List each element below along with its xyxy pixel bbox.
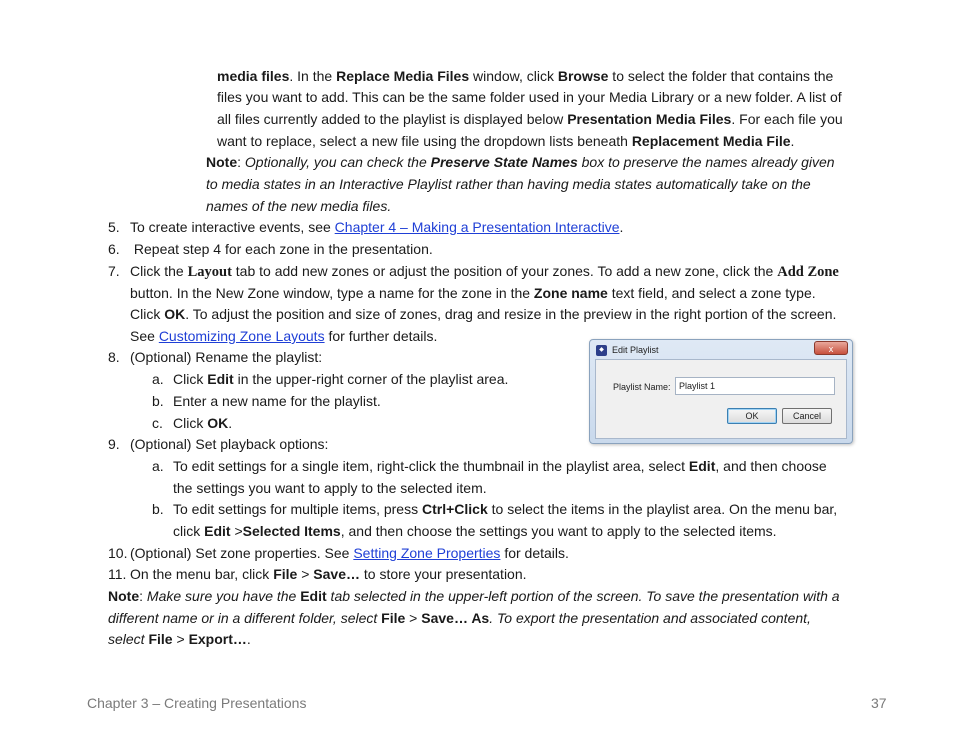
- step-7-line-2: [130, 282, 816, 304]
- link-customizing-zone-layouts[interactable]: Customizing Zone Layouts: [158, 328, 325, 344]
- text: different name or in a different folder, select: [108, 610, 382, 626]
- text: . In the: [289, 68, 337, 84]
- step-7-line-4: [130, 325, 437, 347]
- text: Optionally, you can check the: [244, 154, 431, 170]
- term-save: Save…: [313, 566, 360, 582]
- text: To edit settings for multiple items, press: [173, 501, 422, 517]
- playlist-name-label: Playlist Name:: [613, 382, 671, 392]
- step-11-text: [130, 563, 527, 585]
- text: .: [619, 219, 624, 235]
- step-9b-line-2: [173, 520, 777, 542]
- step-8-text: (Optional) Rename the playlist:: [130, 349, 323, 365]
- text: >: [172, 631, 189, 647]
- term-edit: Edit: [204, 523, 231, 539]
- text: , and then choose the settings you want to apply to the selected items.: [340, 523, 777, 539]
- intro-line-1: [217, 65, 833, 87]
- term-preserve-state-names: Preserve State Names: [430, 154, 578, 170]
- step-10-text: [130, 542, 569, 564]
- text: (Optional) Set zone properties. See: [130, 545, 354, 561]
- note1-line-3: names of the new media files.: [206, 198, 392, 214]
- text: >: [405, 610, 422, 626]
- text: all files currently added to the playlist is displayed below: [217, 111, 568, 127]
- link-setting-zone-properties[interactable]: Setting Zone Properties: [353, 545, 501, 561]
- step-8a-text: [173, 368, 508, 390]
- text: Click: [173, 371, 208, 387]
- step-9-number: 9.: [108, 436, 120, 452]
- note-label: Note: [108, 588, 140, 604]
- text: Click: [130, 306, 165, 322]
- text: to select the items in the playlist area. On the menu bar,: [487, 501, 838, 517]
- step-11-number: 11.: [108, 566, 127, 582]
- footer-chapter-title: Chapter 3 – Creating Presentations: [87, 695, 307, 711]
- step-6-number: 6.: [108, 241, 120, 257]
- term-selected-items: Selected Items: [242, 523, 341, 539]
- text: window, click: [469, 68, 558, 84]
- step-7-number: 7.: [108, 263, 120, 279]
- step-8b-letter: b.: [152, 393, 164, 409]
- text: Make sure you have the: [146, 588, 301, 604]
- text: , and then choose: [715, 458, 827, 474]
- text: :: [139, 588, 147, 604]
- step-7-line-3: [130, 303, 836, 325]
- step-8b-text: Enter a new name for the playlist.: [173, 393, 381, 409]
- term-edit: Edit: [688, 458, 716, 474]
- dialog-body: [595, 359, 847, 439]
- term-edit: Edit: [300, 588, 327, 604]
- step-8c-letter: c.: [152, 415, 163, 431]
- text: box to preserve the names already given: [577, 154, 835, 170]
- text: select: [108, 631, 149, 647]
- text: >: [230, 523, 243, 539]
- term-export: Export…: [188, 631, 247, 647]
- text: To edit settings for a single item, right-click the thumbnail in the playlist area, select: [173, 458, 689, 474]
- term-presentation-media-files: Presentation Media Files: [567, 111, 732, 127]
- term-ok: OK: [164, 306, 186, 322]
- text: Click: [173, 415, 208, 431]
- intro-line-2: files you want to add. This can be the same folder used in your Media Library or a new folder. A list of: [217, 89, 842, 105]
- term-add-zone: Add Zone: [777, 264, 839, 280]
- term-edit: Edit: [207, 371, 234, 387]
- text: . For each file you: [731, 111, 843, 127]
- step-7-line-1: [130, 260, 839, 283]
- term-zone-name: Zone name: [533, 285, 608, 301]
- text: text field, and select a zone type.: [607, 285, 816, 301]
- text: . To adjust the position and size of zones, drag and resize in the preview in the right portion of the screen.: [185, 306, 837, 322]
- term-replacement-media-file: Replacement Media File: [631, 133, 791, 149]
- step-5-text: [130, 216, 623, 238]
- step-8a-letter: a.: [152, 371, 164, 387]
- text: in the upper-right corner of the playlist area.: [233, 371, 509, 387]
- step-10-number: 10.: [108, 545, 128, 561]
- footer-page-number: 37: [871, 695, 887, 711]
- dialog-title: Edit Playlist: [612, 345, 659, 355]
- close-icon: x: [814, 341, 848, 355]
- note2-line-3: [108, 628, 251, 650]
- text: .: [790, 133, 795, 149]
- intro-line-3: [217, 108, 843, 130]
- note1-line-2: to media states in an Interactive Playlist rather than having media states automatically take on the: [206, 176, 811, 192]
- text: .: [228, 415, 233, 431]
- link-chapter-4[interactable]: Chapter 4 – Making a Presentation Interactive: [334, 219, 620, 235]
- step-5-number: 5.: [108, 219, 120, 235]
- edit-playlist-dialog-screenshot: [589, 339, 853, 444]
- step-9b-line-1: [173, 498, 837, 520]
- note1-line-1: [206, 151, 835, 173]
- term-replace-media-files: Replace Media Files: [336, 68, 470, 84]
- text: click: [173, 523, 205, 539]
- term-file: File: [148, 631, 173, 647]
- step-8c-text: [173, 412, 232, 434]
- text: See: [130, 328, 159, 344]
- term-ctrl-click: Ctrl+Click: [422, 501, 488, 517]
- intro-line-4: [217, 130, 794, 152]
- term-file: File: [273, 566, 298, 582]
- text: tab selected in the upper-left portion of the screen. To save the presentation with a: [326, 588, 840, 604]
- text: want to replace, select a new file using the dropdown lists beneath: [217, 133, 632, 149]
- text: :: [237, 154, 245, 170]
- term-layout: Layout: [187, 264, 232, 280]
- text: button. In the New Zone window, type a name for the zone in the: [130, 285, 534, 301]
- term-file: File: [381, 610, 406, 626]
- note2-line-1: [108, 585, 840, 607]
- term-browse: Browse: [557, 68, 609, 84]
- step-9a-letter: a.: [152, 458, 164, 474]
- text: >: [297, 566, 314, 582]
- text: . To export the presentation and associated content,: [489, 610, 811, 626]
- term-save-as: Save… As: [421, 610, 490, 626]
- note-label: Note: [206, 154, 238, 170]
- step-9a-line-2: the settings you want to apply to the selected item.: [173, 480, 487, 496]
- step-9-text: (Optional) Set playback options:: [130, 436, 329, 452]
- text: to store your presentation.: [359, 566, 527, 582]
- text: to select the folder that contains the: [608, 68, 834, 84]
- text: .: [246, 631, 251, 647]
- app-icon: ◆: [596, 345, 607, 356]
- ok-button: OK: [727, 408, 777, 424]
- term-ok: OK: [207, 415, 229, 431]
- text: On the menu bar, click: [130, 566, 274, 582]
- playlist-name-input: [675, 377, 835, 395]
- step-6-text: Repeat step 4 for each zone in the presentation.: [130, 241, 433, 257]
- note2-line-2: [108, 607, 811, 629]
- step-9b-letter: b.: [152, 501, 164, 517]
- term-media-files: media files: [217, 68, 290, 84]
- text: for details.: [500, 545, 569, 561]
- text: tab to add new zones or adjust the position of your zones. To add a new zone, click the: [231, 263, 778, 279]
- step-8-number: 8.: [108, 349, 120, 365]
- text: Click the: [130, 263, 188, 279]
- text: To create interactive events, see: [130, 219, 335, 235]
- text: for further details.: [324, 328, 438, 344]
- step-9a-line-1: [173, 455, 827, 477]
- cancel-button: Cancel: [782, 408, 832, 424]
